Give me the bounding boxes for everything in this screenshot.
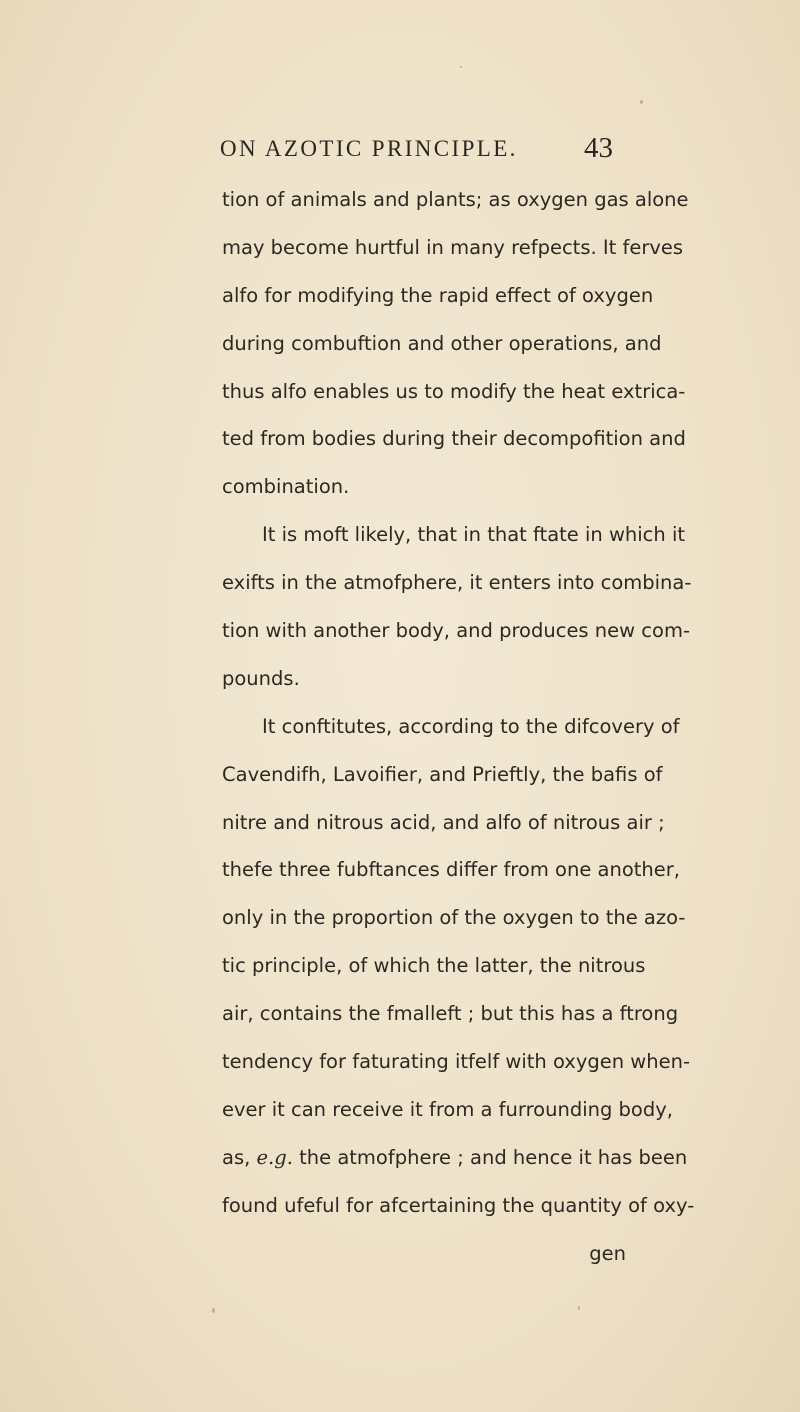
- body-text: [222, 176, 695, 1277]
- paper-speck: [460, 66, 462, 68]
- text-line: found ufeful for afcertaining the quantity of oxy-: [222, 1193, 695, 1217]
- paragraph-first-line: It is moft likely, that in that ftate in which it: [262, 523, 686, 547]
- running-head-title: ON AZOTIC PRINCIPLE.: [220, 136, 518, 161]
- running-head: [0, 134, 800, 170]
- text-line: Cavendifh, Lavoifier, and Prieftly, the bafis of: [222, 762, 663, 786]
- text-line: nitre and nitrous acid, and alfo of nitrous air ;: [222, 810, 665, 834]
- page-number: 43: [584, 132, 613, 164]
- text-line: only in the proportion of the oxygen to the azo-: [222, 906, 686, 930]
- text-line: may become hurtful in many refpects. It ferves: [222, 235, 684, 259]
- text-line: thus alfo enables us to modify the heat extrica-: [222, 379, 686, 403]
- text-line-with-italic: [222, 1134, 688, 1182]
- text-line: during combuftion and other operations, and: [222, 331, 662, 355]
- paragraph-first-line: It conftitutes, according to the difcovery of: [262, 714, 680, 738]
- paper-speck: [212, 1308, 215, 1313]
- paper-speck: [578, 1306, 580, 1310]
- paper-speck: [640, 100, 643, 104]
- text-line: tendency for faturating itfelf with oxygen when-: [222, 1050, 691, 1074]
- text-line: exifts in the atmofphere, it enters into combina-: [222, 571, 692, 595]
- text-run: the atmofphere ; and hence it has been: [292, 1145, 688, 1169]
- text-line: air, contains the fmalleft ; but this has a ftrong: [222, 1002, 679, 1026]
- paragraph-end-line: combination.: [222, 475, 350, 499]
- text-line: tion of animals and plants; as oxygen gas alone: [222, 188, 689, 211]
- italic-abbreviation: e.g.: [256, 1145, 293, 1169]
- text-line: thefe three fubftances differ from one another,: [222, 858, 680, 882]
- text-run: as,: [222, 1145, 257, 1169]
- text-line: ever it can receive it from a furrounding body,: [222, 1097, 673, 1121]
- paragraph-end-line: pounds.: [222, 666, 300, 690]
- catchword: gen: [589, 1241, 626, 1265]
- text-line: tic principle, of which the latter, the nitrous: [222, 954, 646, 978]
- text-line: ted from bodies during their decompofition and: [222, 427, 686, 451]
- text-line: alfo for modifying the rapid effect of oxygen: [222, 283, 654, 307]
- text-line: tion with another body, and produces new com-: [222, 619, 690, 643]
